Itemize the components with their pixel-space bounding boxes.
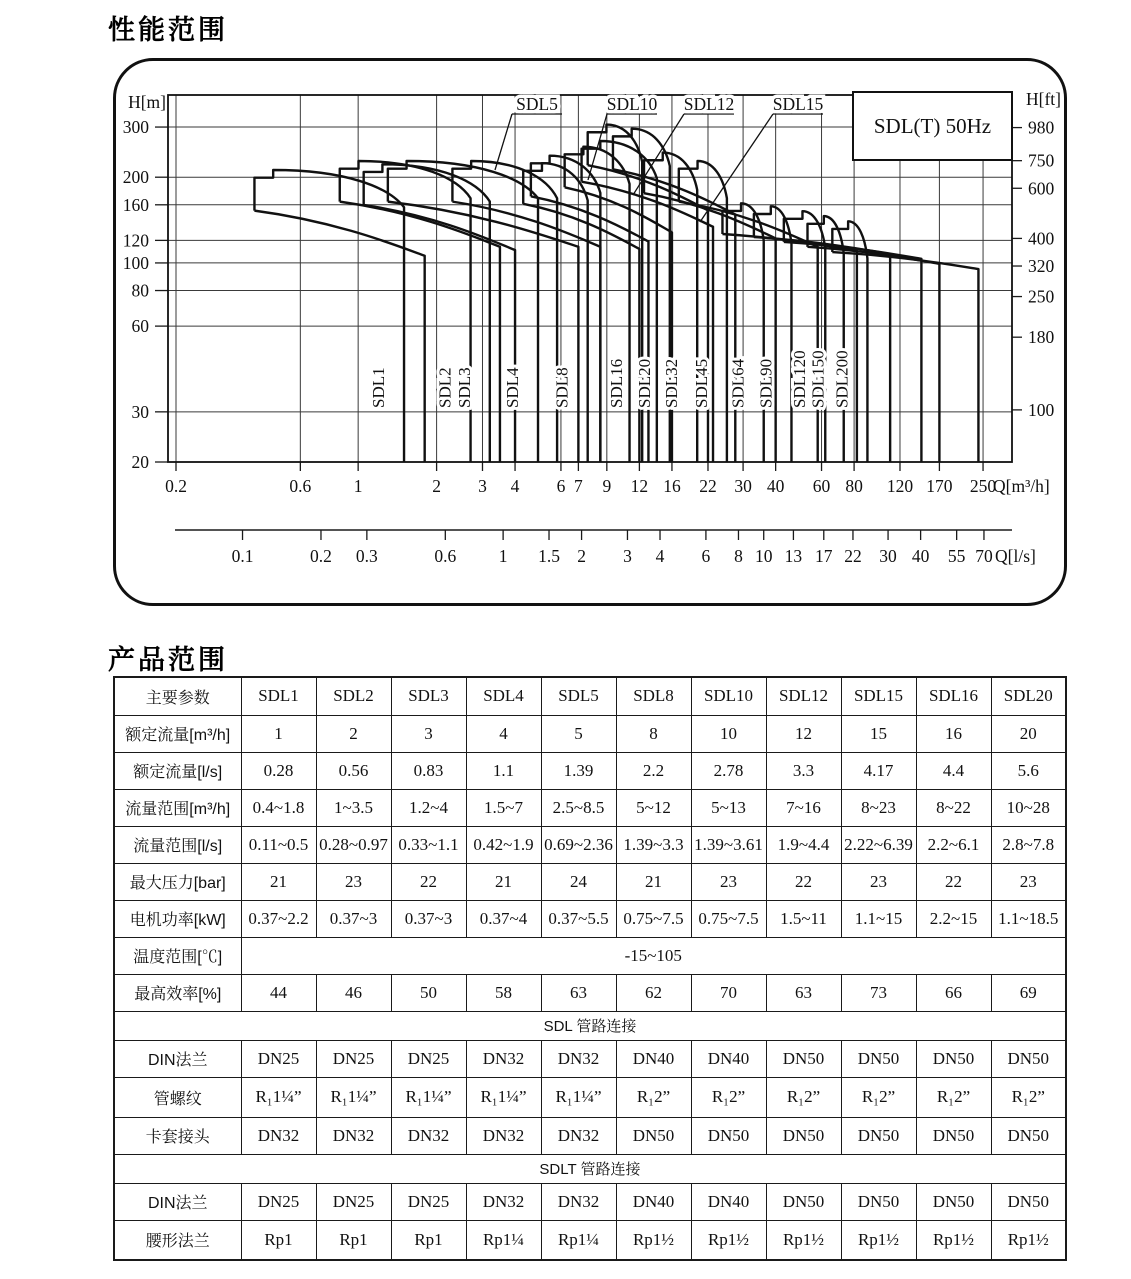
x2-tick-label: 1 <box>498 546 508 566</box>
y-tick-label: 20 <box>131 452 149 472</box>
value-cell: 1.39~3.61 <box>691 826 766 863</box>
x2-tick-label: 6 <box>701 546 711 566</box>
value-cell: R₁1¼” <box>391 1077 466 1117</box>
value-cell: 70 <box>691 974 766 1011</box>
section-row-label: SDL 管路连接 <box>114 1011 1066 1040</box>
family-label-SDL64: SDL64 <box>728 358 748 408</box>
value-cell: 23 <box>841 863 916 900</box>
x-tick-label: 80 <box>845 476 863 496</box>
table-row <box>114 863 1066 900</box>
value-cell: 1.39 <box>541 752 616 789</box>
value-cell: DN25 <box>391 1040 466 1077</box>
value-cell: 21 <box>466 863 541 900</box>
value-cell: R₁2” <box>841 1077 916 1117</box>
row-label: 最大压力[bar] <box>114 863 241 900</box>
family-label-SDL150: SDL150 <box>808 350 828 408</box>
value-cell: 0.75~7.5 <box>616 900 691 937</box>
family-label-SDL120: SDL120 <box>790 350 810 408</box>
value-cell: 2 <box>316 715 391 752</box>
product-range-table-wrap <box>113 676 1067 1261</box>
value-cell: 1.2~4 <box>391 789 466 826</box>
value-cell: 10 <box>691 715 766 752</box>
table-row <box>114 1117 1066 1154</box>
row-label: DIN法兰 <box>114 1183 241 1220</box>
value-cell: Rp1 <box>316 1220 391 1260</box>
y2-tick-label: 100 <box>1028 399 1055 420</box>
value-cell: DN50 <box>841 1117 916 1154</box>
x-tick-label: 0.6 <box>289 476 312 496</box>
value-cell: DN50 <box>766 1117 841 1154</box>
value-cell: 8~23 <box>841 789 916 826</box>
x-axis-title: Q[m³/h] <box>993 476 1050 496</box>
row-label: 额定流量[l/s] <box>114 752 241 789</box>
x2-tick-label: 13 <box>784 546 803 566</box>
value-cell: 2.78 <box>691 752 766 789</box>
x2-tick-label: 0.6 <box>434 546 457 566</box>
value-cell: 1.9~4.4 <box>766 826 841 863</box>
y2-tick-label: 980 <box>1028 117 1055 138</box>
value-cell: DN50 <box>991 1040 1066 1077</box>
value-cell: 0.28~0.97 <box>316 826 391 863</box>
value-cell: 2.5~8.5 <box>541 789 616 826</box>
table-row <box>114 715 1066 752</box>
x2-tick-label: 2 <box>577 546 586 566</box>
table-row <box>114 1220 1066 1260</box>
value-cell: 50 <box>391 974 466 1011</box>
row-label: 卡套接头 <box>114 1117 241 1154</box>
row-label: 流量范围[m³/h] <box>114 789 241 826</box>
x2-tick-label: 70 <box>975 546 993 566</box>
value-cell: 73 <box>841 974 916 1011</box>
row-label: 温度范围[℃] <box>114 937 241 974</box>
value-cell: DN50 <box>916 1183 991 1220</box>
value-cell: 16 <box>916 715 991 752</box>
table-header-row <box>114 677 1066 715</box>
value-cell: 0.69~2.36 <box>541 826 616 863</box>
table-row <box>114 789 1066 826</box>
value-cell: 21 <box>241 863 316 900</box>
x-tick-label: 1 <box>353 476 363 496</box>
x2-tick-label: 10 <box>754 546 773 566</box>
value-cell: 2.2~15 <box>916 900 991 937</box>
family-labels-rotated <box>369 350 851 408</box>
section-row-label: SDLT 管路连接 <box>114 1154 1066 1183</box>
table-row <box>114 1011 1066 1040</box>
value-cell: Rp1 <box>391 1220 466 1260</box>
value-cell: Rp1½ <box>991 1220 1066 1260</box>
envelope-top-SDL10 <box>531 156 600 462</box>
x-tick-label: 170 <box>926 476 953 496</box>
family-label-SDL20: SDL20 <box>634 358 654 408</box>
value-cell: 23 <box>316 863 391 900</box>
value-cell: 44 <box>241 974 316 1011</box>
value-cell: DN50 <box>766 1040 841 1077</box>
value-cell: 0.11~0.5 <box>241 826 316 863</box>
y-tick-label: 100 <box>122 252 149 273</box>
family-label-SDL90: SDL90 <box>756 358 776 408</box>
family-label-SDL10: SDL10 <box>606 94 658 114</box>
value-cell: DN32 <box>541 1183 616 1220</box>
value-cell: 7~16 <box>766 789 841 826</box>
value-cell: 2.2~6.1 <box>916 826 991 863</box>
x-tick-label: 7 <box>574 476 583 496</box>
value-cell: DN50 <box>991 1183 1066 1220</box>
value-cell: Rp1½ <box>841 1220 916 1260</box>
value-cell: DN25 <box>241 1040 316 1077</box>
value-cell: 21 <box>616 863 691 900</box>
value-cell: Rp1 <box>241 1220 316 1260</box>
x2-tick-label: 4 <box>655 546 665 566</box>
column-header-SDL4: SDL4 <box>466 677 541 715</box>
value-cell: 1.1 <box>466 752 541 789</box>
value-cell: 8 <box>616 715 691 752</box>
family-label-SDL16: SDL16 <box>607 358 627 408</box>
value-cell: DN50 <box>691 1117 766 1154</box>
value-cell: 0.37~5.5 <box>541 900 616 937</box>
table-row <box>114 752 1066 789</box>
value-cell: DN32 <box>541 1040 616 1077</box>
value-cell: 8~22 <box>916 789 991 826</box>
x-tick-label: 16 <box>663 476 681 496</box>
value-cell: Rp1¼ <box>466 1220 541 1260</box>
family-label-SDL8: SDL8 <box>552 367 572 408</box>
family-label-SDL200: SDL200 <box>832 350 852 408</box>
y2-tick-label: 180 <box>1028 327 1055 348</box>
section-title-performance: 性能范围 <box>108 15 228 45</box>
row-label: DIN法兰 <box>114 1040 241 1077</box>
family-label-SDL32: SDL32 <box>662 358 682 408</box>
value-cell: DN50 <box>916 1040 991 1077</box>
y2-tick-label: 600 <box>1028 178 1055 199</box>
value-cell: DN32 <box>391 1117 466 1154</box>
column-header-params: 主要参数 <box>114 677 241 715</box>
column-header-SDL16: SDL16 <box>916 677 991 715</box>
value-cell: R₁2” <box>691 1077 766 1117</box>
value-cell: 4 <box>466 715 541 752</box>
value-cell: 3 <box>391 715 466 752</box>
value-cell: DN32 <box>466 1183 541 1220</box>
value-cell: 0.37~3 <box>391 900 466 937</box>
x2-tick-label: 30 <box>879 546 897 566</box>
value-cell: DN50 <box>916 1117 991 1154</box>
table-row <box>114 900 1066 937</box>
merged-value: -15~105 <box>241 937 1066 974</box>
x2-tick-label: 1.5 <box>538 546 560 566</box>
value-cell: 0.28 <box>241 752 316 789</box>
value-cell: DN25 <box>316 1183 391 1220</box>
table-row <box>114 1077 1066 1117</box>
value-cell: Rp1½ <box>691 1220 766 1260</box>
value-cell: 5~12 <box>616 789 691 826</box>
legend-label: SDL(T) 50Hz <box>873 114 992 138</box>
value-cell: Rp1½ <box>916 1220 991 1260</box>
column-header-SDL8: SDL8 <box>616 677 691 715</box>
value-cell: 1.5~11 <box>766 900 841 937</box>
column-header-SDL12: SDL12 <box>766 677 841 715</box>
value-cell: 0.37~4 <box>466 900 541 937</box>
row-label: 流量范围[l/s] <box>114 826 241 863</box>
x-tick-label: 60 <box>812 476 831 496</box>
value-cell: DN50 <box>841 1040 916 1077</box>
y-tick-label: 160 <box>122 194 149 215</box>
y2-tick-label: 400 <box>1028 228 1055 249</box>
x-tick-label: 9 <box>602 476 612 496</box>
value-cell: 4.17 <box>841 752 916 789</box>
envelope-bottom-SDL32 <box>644 193 776 462</box>
value-cell: Rp1½ <box>766 1220 841 1260</box>
value-cell: 0.83 <box>391 752 466 789</box>
value-cell: 5 <box>541 715 616 752</box>
value-cell: DN50 <box>616 1117 691 1154</box>
value-cell: 5.6 <box>991 752 1066 789</box>
family-label-SDL12: SDL12 <box>683 94 735 114</box>
row-label: 最高效率[%] <box>114 974 241 1011</box>
column-header-SDL20: SDL20 <box>991 677 1066 715</box>
envelope-bottom-SDL8 <box>523 204 639 462</box>
value-cell: 0.4~1.8 <box>241 789 316 826</box>
value-cell: 20 <box>991 715 1066 752</box>
family-label-SDL2: SDL2 <box>435 367 455 408</box>
value-cell: 0.42~1.9 <box>466 826 541 863</box>
value-cell: 2.22~6.39 <box>841 826 916 863</box>
value-cell: Rp1½ <box>616 1220 691 1260</box>
value-cell: DN50 <box>841 1183 916 1220</box>
table-row <box>114 826 1066 863</box>
family-label-SDL4: SDL4 <box>503 367 523 408</box>
value-cell: 1.39~3.3 <box>616 826 691 863</box>
column-header-SDL2: SDL2 <box>316 677 391 715</box>
value-cell: 1.1~15 <box>841 900 916 937</box>
table-row <box>114 974 1066 1011</box>
family-label-SDL1: SDL1 <box>369 367 389 408</box>
x-tick-label: 0.2 <box>165 476 187 496</box>
value-cell: DN25 <box>316 1040 391 1077</box>
x2-tick-label: 0.1 <box>231 546 254 566</box>
value-cell: 0.75~7.5 <box>691 900 766 937</box>
y-tick-label: 120 <box>122 230 149 251</box>
row-label: 管螺纹 <box>114 1077 241 1117</box>
y-tick-label: 30 <box>131 401 149 422</box>
y-tick-label: 300 <box>122 117 149 138</box>
x2-tick-label: 40 <box>911 546 930 566</box>
envelope-top-SDL12 <box>565 147 630 462</box>
value-cell: 23 <box>691 863 766 900</box>
value-cell: 2.2 <box>616 752 691 789</box>
table-row <box>114 1183 1066 1220</box>
x-tick-label: 120 <box>886 476 914 496</box>
x2-tick-label: 8 <box>734 546 743 566</box>
row-label: 腰形法兰 <box>114 1220 241 1260</box>
value-cell: DN25 <box>391 1183 466 1220</box>
family-label-SDL45: SDL45 <box>691 358 711 408</box>
x-tick-label: 22 <box>699 476 717 496</box>
value-cell: DN50 <box>991 1117 1066 1154</box>
value-cell: 0.37~3 <box>316 900 391 937</box>
value-cell: R₁1¼” <box>466 1077 541 1117</box>
x-tick-label: 30 <box>734 476 752 496</box>
y-tick-label: 200 <box>122 167 149 188</box>
envelope-bottom-SDL1 <box>254 211 424 462</box>
value-cell: DN40 <box>691 1183 766 1220</box>
value-cell: R₁2” <box>991 1077 1066 1117</box>
value-cell: DN32 <box>316 1117 391 1154</box>
table-row <box>114 1154 1066 1183</box>
value-cell: 12 <box>766 715 841 752</box>
value-cell: 2.8~7.8 <box>991 826 1066 863</box>
family-label-SDL3: SDL3 <box>454 367 474 408</box>
value-cell: R₁1¼” <box>541 1077 616 1117</box>
value-cell: 1.1~18.5 <box>991 900 1066 937</box>
x2-tick-label: 0.3 <box>355 546 378 566</box>
value-cell: 66 <box>916 974 991 1011</box>
value-cell: 15 <box>841 715 916 752</box>
value-cell: 1 <box>241 715 316 752</box>
envelope-top-SDL90 <box>754 206 792 462</box>
value-cell: 24 <box>541 863 616 900</box>
value-cell: 22 <box>916 863 991 900</box>
column-header-SDL5: SDL5 <box>541 677 616 715</box>
y2-tick-label: 320 <box>1028 256 1055 277</box>
value-cell: 22 <box>391 863 466 900</box>
value-cell: DN40 <box>616 1183 691 1220</box>
value-cell: 63 <box>766 974 841 1011</box>
value-cell: 5~13 <box>691 789 766 826</box>
value-cell: 46 <box>316 974 391 1011</box>
value-cell: 1~3.5 <box>316 789 391 826</box>
row-label: 额定流量[m³/h] <box>114 715 241 752</box>
value-cell: R₁1¼” <box>316 1077 391 1117</box>
value-cell: DN32 <box>466 1040 541 1077</box>
row-label: 电机功率[kW] <box>114 900 241 937</box>
value-cell: 0.33~1.1 <box>391 826 466 863</box>
column-header-SDL1: SDL1 <box>241 677 316 715</box>
value-cell: 22 <box>766 863 841 900</box>
value-cell: DN32 <box>541 1117 616 1154</box>
section-title-products: 产品范围 <box>108 645 228 675</box>
value-cell: Rp1¼ <box>541 1220 616 1260</box>
value-cell: 63 <box>541 974 616 1011</box>
x2-tick-label: 22 <box>844 546 862 566</box>
value-cell: 4.4 <box>916 752 991 789</box>
y-axis-title: H[m] <box>128 92 166 112</box>
table-row <box>114 1040 1066 1077</box>
value-cell: 69 <box>991 974 1066 1011</box>
family-label-SDL5: SDL5 <box>516 94 558 114</box>
x2-axis-title: Q[l/s] <box>995 546 1036 566</box>
column-header-SDL10: SDL10 <box>691 677 766 715</box>
y-tick-label: 60 <box>131 316 149 337</box>
column-header-SDL15: SDL15 <box>841 677 916 715</box>
envelope-top-SDL5 <box>452 161 557 462</box>
value-cell: DN32 <box>241 1117 316 1154</box>
value-cell: 58 <box>466 974 541 1011</box>
x-tick-label: 6 <box>556 476 566 496</box>
value-cell: DN50 <box>766 1183 841 1220</box>
product-range-table <box>113 676 1067 1261</box>
envelope-top-SDL200 <box>832 221 867 462</box>
x-tick-label: 40 <box>766 476 785 496</box>
x-tick-label: 250 <box>969 476 997 496</box>
value-cell: 1.5~7 <box>466 789 541 826</box>
x2-tick-label: 17 <box>815 546 833 566</box>
value-cell: DN25 <box>241 1183 316 1220</box>
x-tick-label: 2 <box>432 476 441 496</box>
family-label-SDL15: SDL15 <box>772 94 824 114</box>
value-cell: R₁2” <box>916 1077 991 1117</box>
y2-axis-title: H[ft] <box>1026 89 1061 109</box>
value-cell: 0.56 <box>316 752 391 789</box>
y2-tick-label: 750 <box>1028 150 1055 171</box>
value-cell: DN32 <box>466 1117 541 1154</box>
value-cell: 23 <box>991 863 1066 900</box>
x-tick-label: 12 <box>630 476 649 496</box>
x-tick-label: 4 <box>510 476 520 496</box>
value-cell: R₁1¼” <box>241 1077 316 1117</box>
value-cell: R₁2” <box>766 1077 841 1117</box>
x2-tick-label: 55 <box>947 546 966 566</box>
y2-tick-label: 250 <box>1028 286 1055 307</box>
y-tick-label: 80 <box>131 280 149 301</box>
value-cell: DN40 <box>616 1040 691 1077</box>
value-cell: 0.37~2.2 <box>241 900 316 937</box>
value-cell: 10~28 <box>991 789 1066 826</box>
x2-tick-label: 3 <box>623 546 632 566</box>
x2-tick-label: 0.2 <box>310 546 332 566</box>
value-cell: DN40 <box>691 1040 766 1077</box>
column-header-SDL3: SDL3 <box>391 677 466 715</box>
value-cell: R₁2” <box>616 1077 691 1117</box>
table-row <box>114 937 1066 974</box>
value-cell: 3.3 <box>766 752 841 789</box>
x-tick-label: 3 <box>478 476 487 496</box>
value-cell: 62 <box>616 974 691 1011</box>
